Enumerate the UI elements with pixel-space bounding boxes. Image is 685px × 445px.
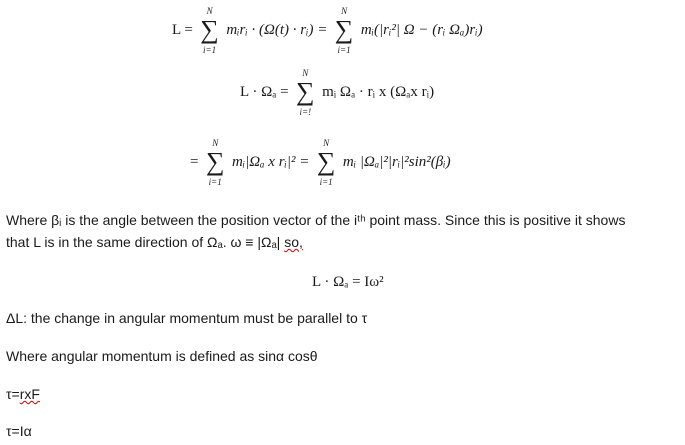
eq1-term1: mᵢrᵢ · (Ω(t) · rᵢ) = [226,21,328,38]
summation-symbol: N ∑ i=1 [316,138,336,187]
eq1-term2: mᵢ(|rᵢ²| Ω − (rᵢ Ωₐ)rᵢ) [360,21,483,38]
paragraph-1-line-1: Where βᵢ is the angle between the position vector of the iᵗʰ point mass. Since this is positive it shows [6,212,626,228]
equation-4: L · Ωₐ = Iω² [312,274,384,290]
paragraph-4 [6,386,40,402]
equation-3 [190,138,451,187]
equation-1 [172,6,483,55]
torque-prefix: τ= [6,386,20,402]
paragraph-1-line-2 [6,234,303,250]
summation-symbol: N ∑ i=1 [205,138,225,187]
eq2-lhs: L · Ωₐ = [240,83,289,100]
paragraph-2: ΔL: the change in angular momentum must be parallel to τ [6,310,368,326]
paragraph-1-line-2-main: that L is in the same direction of Ωₐ. ω ≡ |Ωₐ| [6,234,281,250]
paragraph-3: Where angular momentum is defined as sinα cosθ [6,348,318,364]
summation-symbol: N ∑ i=1 [200,6,219,55]
spellcheck-word: so, [284,234,303,250]
eq3-term1: mᵢ|Ωₐ x rᵢ|² = [231,153,310,170]
summation-symbol: N ∑ i=1 [334,6,354,55]
spellcheck-word: rxF [19,386,40,402]
paragraph-5: τ=Iα [6,423,32,439]
eq2-rhs: mᵢ Ωₐ · rᵢ x (Ωₐx rᵢ) [322,83,435,100]
summation-symbol: N ∑ i=! [296,68,315,117]
eq3-lhs: = [190,153,199,170]
eq1-lhs: L = [172,21,193,38]
equation-2 [240,68,435,117]
eq3-term2: mᵢ |Ωₐ|²|rᵢ|²sin²(βᵢ) [342,153,451,170]
